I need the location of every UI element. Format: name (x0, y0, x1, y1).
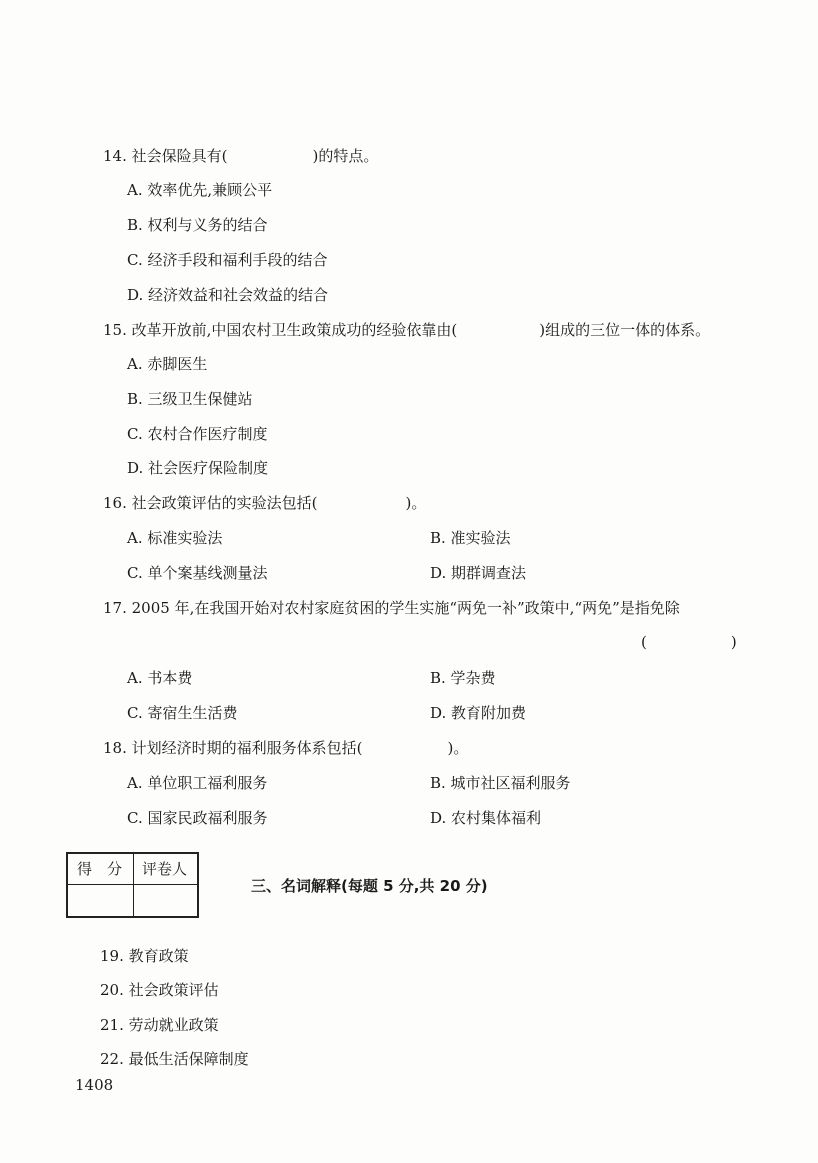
question-15-option-d: D. 社会医疗保险制度 (127, 459, 269, 477)
question-17-option-d: D. 教育附加费 (430, 704, 527, 722)
grader-label: 评卷人 (142, 860, 188, 878)
question-18-stem-left: 18. 计划经济时期的福利服务体系包括( (103, 739, 363, 757)
question-14-option-b: B. 权利与义务的结合 (127, 216, 268, 234)
question-18-option-b: B. 城市社区福利服务 (430, 774, 571, 792)
paren-open: ( (641, 633, 647, 651)
question-14-option-a: A. 效率优先,兼顾公平 (127, 181, 273, 199)
question-18-option-c: C. 国家民政福利服务 (127, 809, 268, 827)
term-item-22: 22. 最低生活保障制度 (100, 1050, 249, 1068)
question-17-option-b: B. 学杂费 (430, 669, 496, 687)
page-number: 1408 (75, 1076, 114, 1094)
question-18-stem-right: )。 (447, 739, 469, 757)
question-18-option-d: D. 农村集体福利 (430, 809, 542, 827)
answer-blank-17 (641, 632, 737, 652)
question-15-option-b: B. 三级卫生保健站 (127, 390, 253, 408)
section-title: 三、名词解释(每题 5 分,共 20 分) (251, 877, 488, 895)
question-16-stem-left: 16. 社会政策评估的实验法包括( (103, 494, 318, 512)
question-15-stem-right: )组成的三位一体的体系。 (539, 321, 711, 339)
question-16-option-c: C. 单个案基线测量法 (127, 564, 268, 582)
question-15-stem (103, 320, 710, 340)
score-table (66, 852, 199, 918)
question-14-stem (103, 146, 378, 166)
question-15-option-c: C. 农村合作医疗制度 (127, 425, 268, 443)
paren-close: ) (730, 633, 737, 651)
question-17-stem: 17. 2005 年,在我国开始对农村家庭贫困的学生实施“两免一补”政策中,“两免”是指免除 (103, 599, 680, 617)
term-item-20: 20. 社会政策评估 (100, 981, 219, 999)
question-18-option-a: A. 单位职工福利服务 (127, 774, 268, 792)
question-14-option-c: C. 经济手段和福利手段的结合 (127, 251, 328, 269)
question-14-stem-left: 14. 社会保险具有( (103, 147, 228, 165)
question-14-stem-right: )的特点。 (312, 147, 379, 165)
question-14-option-d: D. 经济效益和社会效益的结合 (127, 286, 329, 304)
question-16-stem (103, 493, 426, 513)
question-17-option-c: C. 寄宿生生活费 (127, 704, 238, 722)
question-15-option-a: A. 赤脚医生 (127, 355, 208, 373)
score-label: 得 分 (77, 860, 123, 878)
question-15-stem-left: 15. 改革开放前,中国农村卫生政策成功的经验依靠由( (103, 321, 458, 339)
question-16-option-d: D. 期群调查法 (430, 564, 527, 582)
term-item-21: 21. 劳动就业政策 (100, 1016, 219, 1034)
question-17-option-a: A. 书本费 (127, 669, 193, 687)
question-16-option-a: A. 标准实验法 (127, 529, 223, 547)
question-16-option-b: B. 准实验法 (430, 529, 511, 547)
score-table-divider (133, 854, 134, 916)
question-18-stem (103, 738, 468, 758)
term-item-19: 19. 教育政策 (100, 947, 189, 965)
question-16-stem-right: )。 (405, 494, 427, 512)
